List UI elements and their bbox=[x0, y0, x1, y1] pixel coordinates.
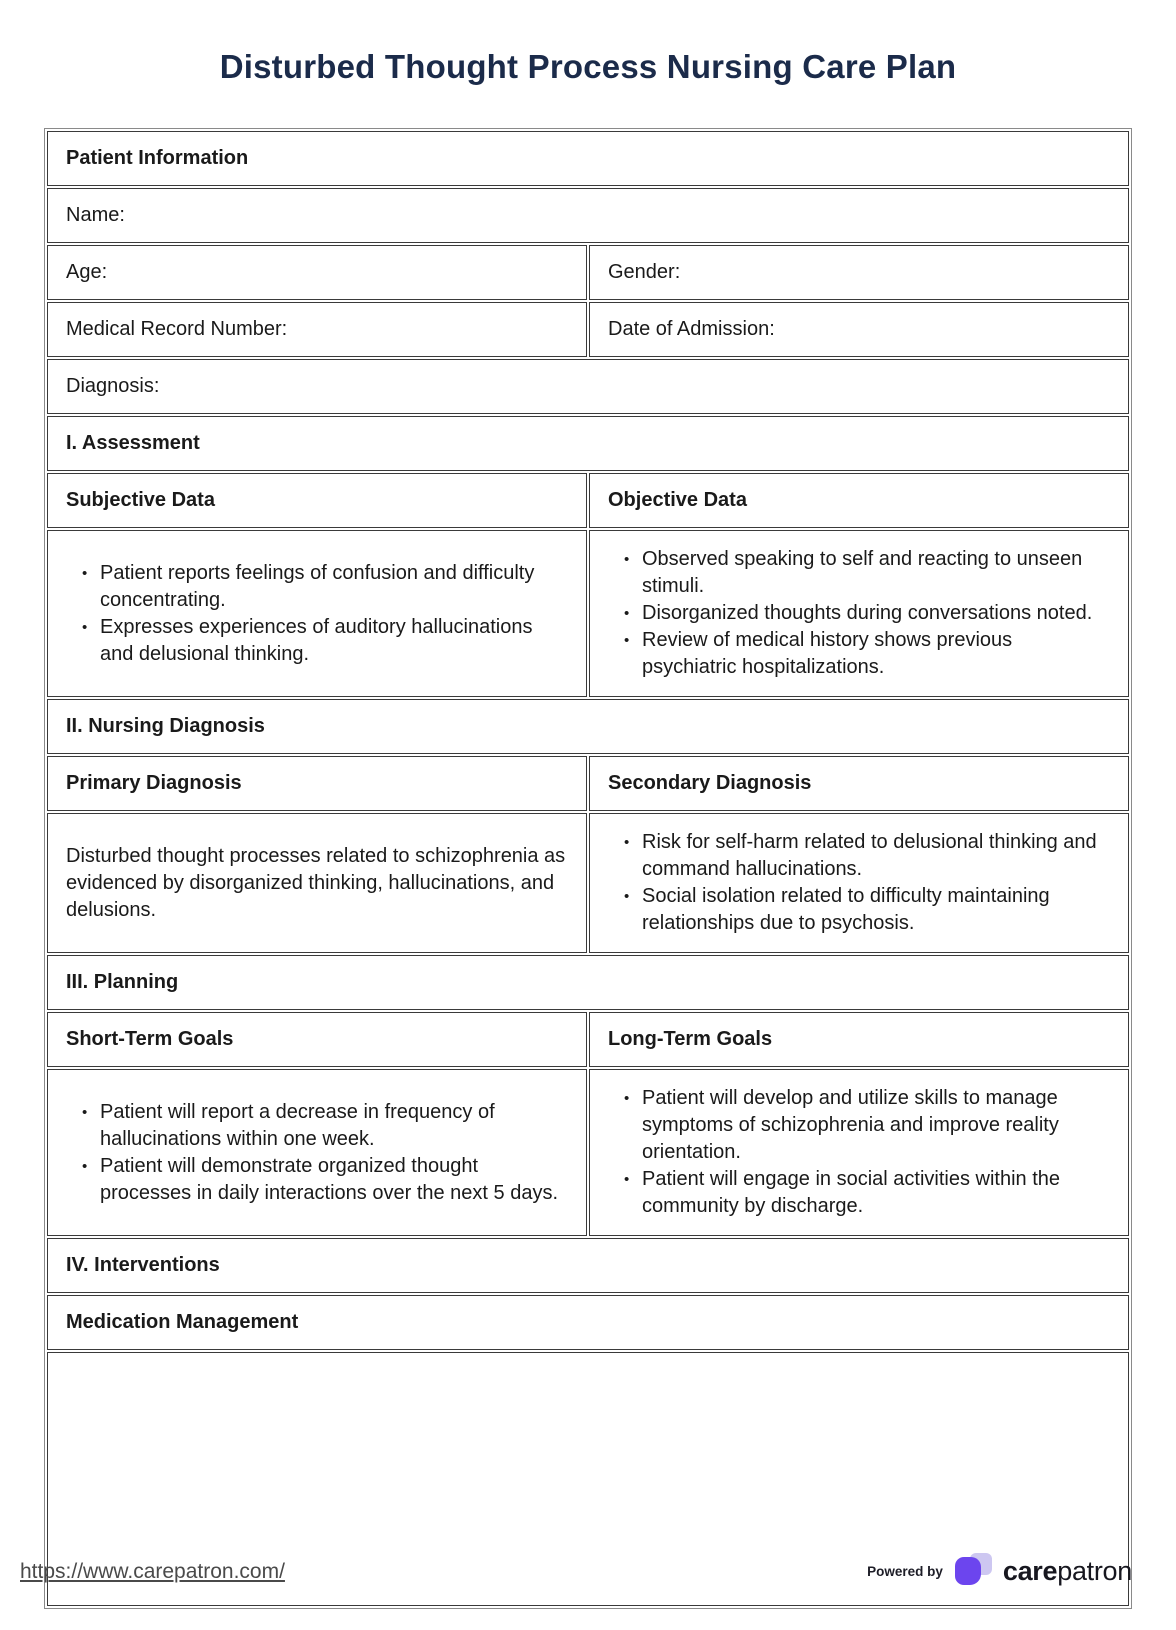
care-plan-table bbox=[44, 128, 1132, 1609]
section-header-nursing-diagnosis: II. Nursing Diagnosis bbox=[47, 699, 1129, 754]
subjective-data-list bbox=[66, 560, 568, 668]
column-header-subjective-data: Subjective Data bbox=[47, 473, 587, 528]
list-item: • Patient will demonstrate organized thought processes in daily interactions over the next 5 days. bbox=[76, 1153, 568, 1207]
list-item: • Patient will engage in social activities within the community by discharge. bbox=[618, 1166, 1110, 1220]
column-header-objective-data: Objective Data bbox=[589, 473, 1129, 528]
powered-by-label: Powered by bbox=[867, 1563, 943, 1579]
section-header-assessment: I. Assessment bbox=[47, 416, 1129, 471]
list-item: • Patient reports feelings of confusion and difficulty concentrating. bbox=[76, 560, 568, 614]
powered-by-brand bbox=[867, 1550, 1132, 1592]
page-title: Disturbed Thought Process Nursing Care Plan bbox=[219, 48, 957, 85]
objective-data-cell bbox=[589, 530, 1129, 697]
list-item: • Disorganized thoughts during conversations noted. bbox=[618, 600, 1110, 627]
long-term-goals-cell bbox=[589, 1069, 1129, 1236]
column-header-long-term-goals: Long-Term Goals bbox=[589, 1012, 1129, 1067]
list-item: • Review of medical history shows previous psychiatric hospitalizations. bbox=[618, 627, 1110, 681]
field-date-of-admission: Date of Admission: bbox=[589, 302, 1129, 357]
long-term-goals-list bbox=[608, 1085, 1110, 1220]
section-header-patient-information: Patient Information bbox=[47, 131, 1129, 186]
secondary-diagnosis-cell bbox=[589, 813, 1129, 953]
wordmark-care: care bbox=[1002, 1555, 1058, 1586]
column-header-primary-diagnosis: Primary Diagnosis bbox=[47, 756, 587, 811]
field-gender: Gender: bbox=[589, 245, 1129, 300]
objective-data-list bbox=[608, 546, 1110, 681]
column-header-secondary-diagnosis: Secondary Diagnosis bbox=[589, 756, 1129, 811]
field-age: Age: bbox=[47, 245, 587, 300]
list-item: • Patient will report a decrease in frequency of hallucinations within one week. bbox=[76, 1099, 568, 1153]
logo-dark-square bbox=[955, 1557, 981, 1585]
list-item: • Expresses experiences of auditory hallucinations and delusional thinking. bbox=[76, 614, 568, 668]
carepatron-wordmark bbox=[1003, 1556, 1132, 1587]
primary-diagnosis-text: Disturbed thought processes related to schizophrenia as evidenced by disorganized thinking, hallucinations, and delusions. bbox=[66, 844, 566, 921]
field-name: Name: bbox=[47, 188, 1129, 243]
short-term-goals-cell bbox=[47, 1069, 587, 1236]
list-item: • Observed speaking to self and reacting to unseen stimuli. bbox=[618, 546, 1110, 600]
list-item: • Risk for self-harm related to delusional thinking and command hallucinations. bbox=[618, 829, 1110, 883]
list-item: • Patient will develop and utilize skills to manage symptoms of schizophrenia and improve reality orientation. bbox=[618, 1085, 1110, 1166]
wordmark-patron: patron bbox=[1057, 1555, 1132, 1586]
subjective-data-cell bbox=[47, 530, 587, 697]
list-item: • Social isolation related to difficulty maintaining relationships due to psychosis. bbox=[618, 883, 1110, 937]
primary-diagnosis-cell bbox=[47, 813, 587, 953]
section-header-planning: III. Planning bbox=[47, 955, 1129, 1010]
short-term-goals-list bbox=[66, 1099, 568, 1207]
section-header-interventions: IV. Interventions bbox=[47, 1238, 1129, 1293]
field-diagnosis: Diagnosis: bbox=[47, 359, 1129, 414]
secondary-diagnosis-list bbox=[608, 829, 1110, 937]
subheader-medication-management: Medication Management bbox=[47, 1295, 1129, 1350]
carepatron-url-link[interactable]: https://www.carepatron.com/ bbox=[20, 1560, 285, 1583]
carepatron-logo-icon bbox=[953, 1550, 993, 1592]
column-header-short-term-goals: Short-Term Goals bbox=[47, 1012, 587, 1067]
field-medical-record-number: Medical Record Number: bbox=[47, 302, 587, 357]
